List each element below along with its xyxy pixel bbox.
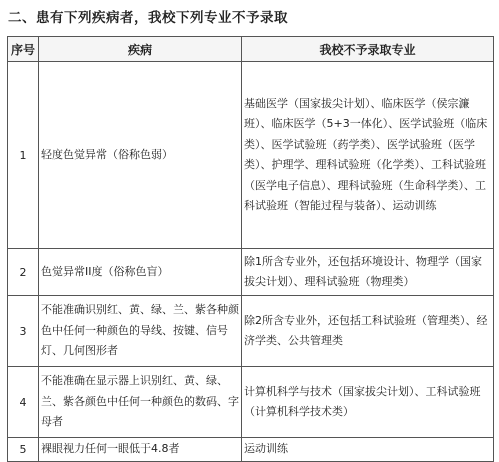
excluded-majors-cell: 除2所含专业外，还包括工科试验班（管理类）、经济学类、公共管理类 bbox=[242, 296, 494, 367]
row-number: 1 bbox=[8, 62, 39, 249]
disease-cell: 裸眼视力任何一眼低于4.8者 bbox=[39, 438, 242, 462]
column-header-excluded-majors: 我校不予录取专业 bbox=[242, 37, 494, 62]
column-header-number: 序号 bbox=[8, 37, 39, 62]
column-header-disease: 疾病 bbox=[39, 37, 242, 62]
disease-cell: 不能准确在显示器上识别红、黄、绿、兰、紫各颜色中任何一种颜色的数码、字母者 bbox=[39, 367, 242, 438]
page-heading: 二、患有下列疾病者，我校下列专业不予录取 bbox=[8, 10, 288, 26]
disease-cell: 不能准确识别红、黄、绿、兰、紫各种颜色中任何一种颜色的导线、按键、信号灯、几何图形者 bbox=[39, 296, 242, 367]
admission-restrictions-table bbox=[7, 36, 494, 462]
row-number: 3 bbox=[8, 296, 39, 367]
table-row bbox=[8, 438, 494, 462]
table-header-row bbox=[8, 37, 494, 62]
excluded-majors-cell: 运动训练 bbox=[242, 438, 494, 462]
row-number: 5 bbox=[8, 438, 39, 462]
table-row bbox=[8, 62, 494, 249]
disease-cell: 轻度色觉异常（俗称色弱） bbox=[39, 62, 242, 249]
table-row bbox=[8, 367, 494, 438]
row-number: 4 bbox=[8, 367, 39, 438]
table-row bbox=[8, 249, 494, 296]
table-row bbox=[8, 296, 494, 367]
disease-cell: 色觉异常II度（俗称色盲） bbox=[39, 249, 242, 296]
excluded-majors-cell: 除1所含专业外，还包括环境设计、物理学（国家拔尖计划）、理科试验班（物理类） bbox=[242, 249, 494, 296]
row-number: 2 bbox=[8, 249, 39, 296]
excluded-majors-cell: 基础医学（国家拔尖计划）、临床医学（侯宗濂班）、临床医学（5+3一体化）、医学试验班（临床类）、医学试验班（药学类）、医学试验班（医学类）、护理学、理科试验班（化学类）、工科试验班（医学电子信息）、理科试验班（生命科学类）、工科试验班（智能过程与装备）、运动训练 bbox=[242, 62, 494, 249]
excluded-majors-cell: 计算机科学与技术（国家拔尖计划）、工科试验班（计算机科学技术类） bbox=[242, 367, 494, 438]
